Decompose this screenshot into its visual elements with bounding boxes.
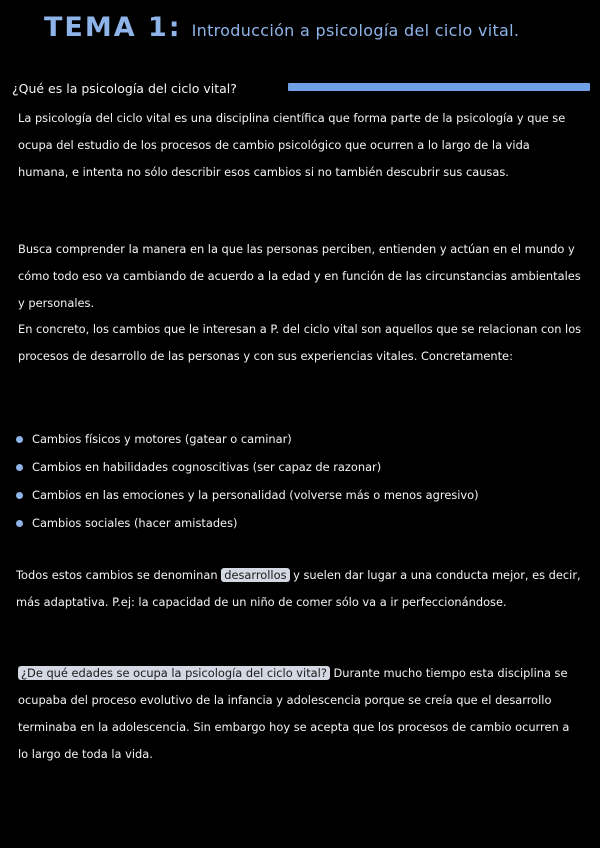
p4-text-before: Todos estos cambios se denominan bbox=[16, 568, 218, 582]
list-item bbox=[16, 481, 596, 509]
list-item bbox=[16, 453, 596, 481]
heading-underline-bar bbox=[288, 83, 590, 91]
list-item-text: Cambios en las emociones y la personalidad (volverse más o menos agresivo) bbox=[32, 488, 479, 502]
bullet-icon bbox=[16, 492, 23, 499]
paragraph-definition: La psicología del ciclo vital es una disciplina científica que forma parte de la psicología y que se ocupa del estudio de los procesos de cambio psicológico que ocurren a lo largo de la vida humana, e intenta no sólo describir esos cambios si no también descubrir sus causas. bbox=[18, 111, 566, 179]
bullet-icon bbox=[16, 436, 23, 443]
title-text: Introducción a psicología del ciclo vital. bbox=[191, 21, 520, 40]
highlight-desarrollos: desarrollos bbox=[221, 568, 289, 582]
list-item bbox=[16, 509, 596, 537]
changes-list bbox=[16, 425, 596, 537]
paragraph-interest: En concreto, los cambios que le interesan a P. del ciclo vital son aquellos que se relacionan con los procesos de desarrollo de las personas y con sus experiencias vitales. Concretamente: bbox=[18, 322, 582, 363]
paragraph-ages bbox=[18, 660, 583, 768]
list-item bbox=[16, 425, 596, 453]
list-item-text: Cambios sociales (hacer amistades) bbox=[32, 516, 238, 530]
page-title bbox=[44, 12, 519, 52]
p5-text-after: Durante mucho tiempo esta disciplina se ocupaba del proceso evolutivo de la infancia y adolescencia porque se creía que el desarrollo terminaba en la adolescencia. Sin embargo hoy se acepta que los procesos de cambio ocurren a lo largo de toda la vida. bbox=[18, 666, 570, 761]
bullet-icon bbox=[16, 464, 23, 471]
paragraph-goal: Busca comprender la manera en la que las personas perciben, entienden y actúan en el mundo y cómo todo eso va cambiando de acuerdo a la edad y en función de las circunstancias ambientales y personales. bbox=[18, 242, 581, 310]
title-tag: TEMA 1: bbox=[44, 12, 182, 43]
p4-text-after: y suelen dar lugar a una conducta mejor, es decir, más adaptativa. P.ej: la capacidad de un niño de comer sólo va a ir perfeccionándose. bbox=[16, 568, 581, 609]
paragraph-development bbox=[16, 562, 586, 616]
list-item-text: Cambios físicos y motores (gatear o caminar) bbox=[32, 432, 292, 446]
section-heading: ¿Qué es la psicología del ciclo vital? bbox=[12, 81, 237, 96]
highlight-question: ¿De qué edades se ocupa la psicología del ciclo vital? bbox=[18, 666, 330, 680]
bullet-icon bbox=[16, 520, 23, 527]
list-item-text: Cambios en habilidades cognoscitivas (ser capaz de razonar) bbox=[32, 460, 382, 474]
